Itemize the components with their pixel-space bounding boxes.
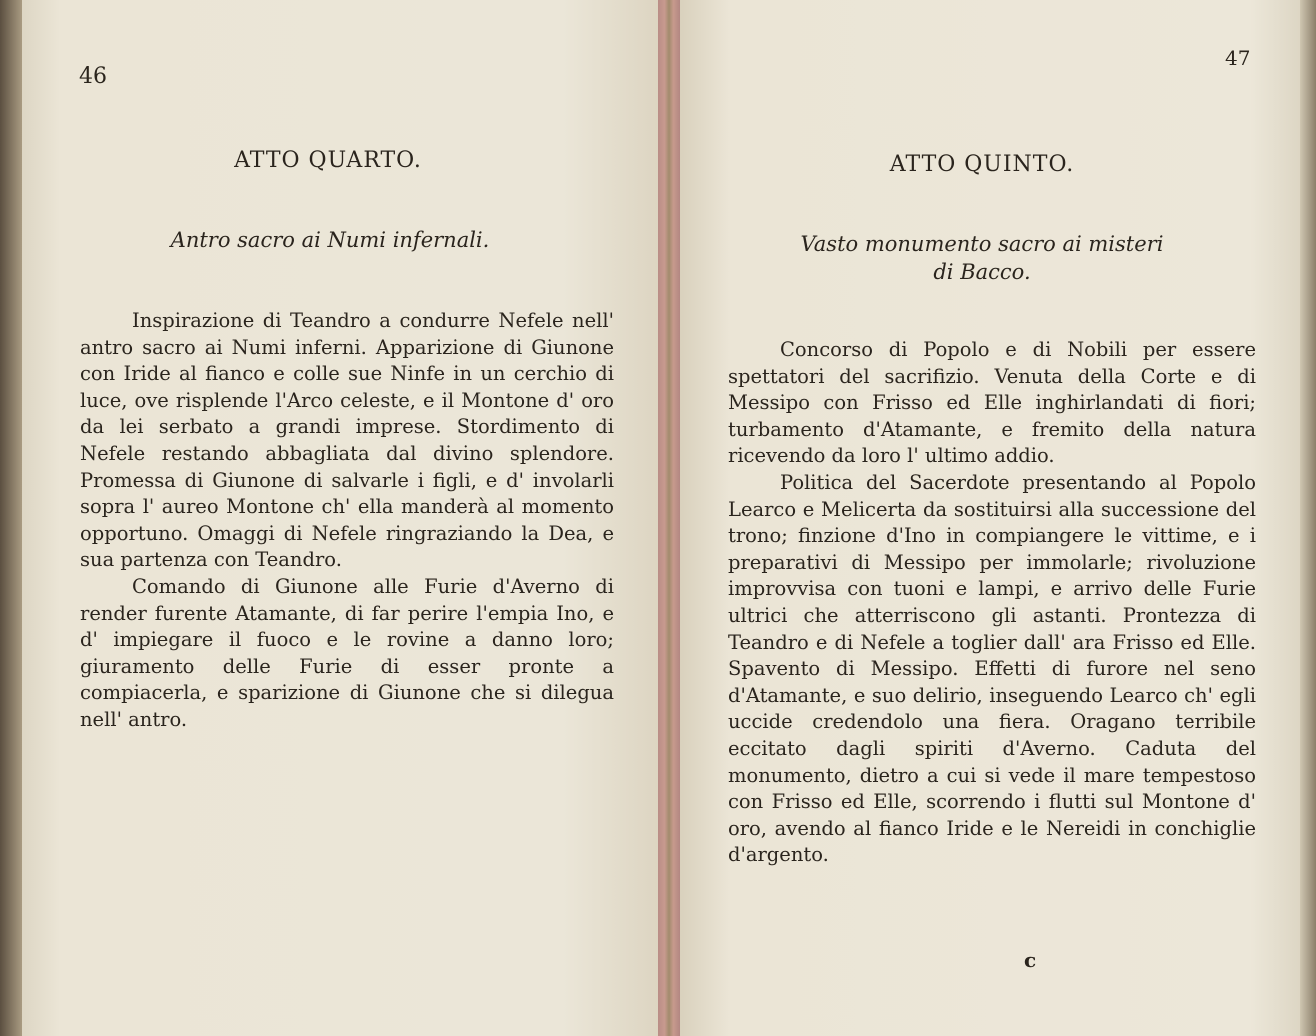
scene-heading: Antro sacro ai Numi infernali. bbox=[170, 228, 490, 252]
scene-heading bbox=[672, 230, 1292, 286]
paragraph: Concorso di Popolo e di Nobili per essere spettatori del sacrifizio. Venuta della Corte e di Messipo con Frisso ed Elle inghirlandati di fiori; turbamento d'Atamante, e fremito della natura ricevendo da loro l' ultimo addio. bbox=[728, 338, 1256, 468]
paragraph: Politica del Sacerdote presentando al Popolo Learco e Melicerta da sostituirsi alla successione del trono; finzione d'Ino in compiangere le vittime, e i preparativi di Messipo per immolarle; rivoluzione improvvisa con tuoni e lampi, e arrivo delle Furie ultrici che atterriscono gli astanti. Prontezza di Teandro e di Nefele a toglier dall' ara Frisso ed Elle. Spavento di Messipo. Effetti di furore nel seno d'Atamante, e suo delirio, inseguendo Learco ch' egli uccide credendolo una fiera. Oragano terribile eccitato dagli spiriti d'Averno. Caduta del monumento, dietro a cui si vede il mare tempestoso con Frisso ed Elle, scorrendo i flutti sul Montone d' oro, avendo al fianco Iride e le Nereidi in conchiglie d'argento. bbox=[728, 470, 1256, 867]
signature-mark: c bbox=[1024, 948, 1037, 972]
page-number: 46 bbox=[79, 64, 107, 89]
body-text bbox=[80, 308, 614, 734]
paragraph: Comando di Giunone alle Furie d'Averno di render furente Atamante, di far perire l'empia Ino, e d' impiegare il fuoco e le rovine a danno loro; giuramento delle Furie di esser pronte a compiacerla, e sparizione di Giunone che si dilegua nell' antro. bbox=[80, 574, 614, 731]
scene-line: di Bacco. bbox=[933, 260, 1031, 284]
body-text bbox=[728, 337, 1256, 869]
right-book-edge bbox=[1300, 0, 1316, 1036]
page-number: 47 bbox=[1225, 46, 1251, 70]
left-page bbox=[22, 0, 658, 1036]
paragraph: Inspirazione di Teandro a condurre Nefele nell' antro sacro ai Numi inferni. Apparizione di Giunone con Iride al fianco e colle sue Ninfe in un cerchio di luce, ove risplende l'Arco celeste, e il Montone d' oro da lei serbato a grandi imprese. Stordimento di Nefele restando abbagliata dal divino splendore. Promessa di Giunone di salvarle i figli, e d' involarli sopra l' aureo Montone ch' ella manderà al momento opportuno. Omaggi di Nefele ringraziando la Dea, e sua partenza con Teandro. bbox=[80, 309, 614, 572]
act-title: ATTO QUINTO. bbox=[889, 152, 1075, 177]
scene-line: Vasto monumento sacro ai misteri bbox=[800, 232, 1164, 256]
right-page bbox=[680, 0, 1300, 1036]
act-title: ATTO QUARTO. bbox=[234, 148, 422, 173]
